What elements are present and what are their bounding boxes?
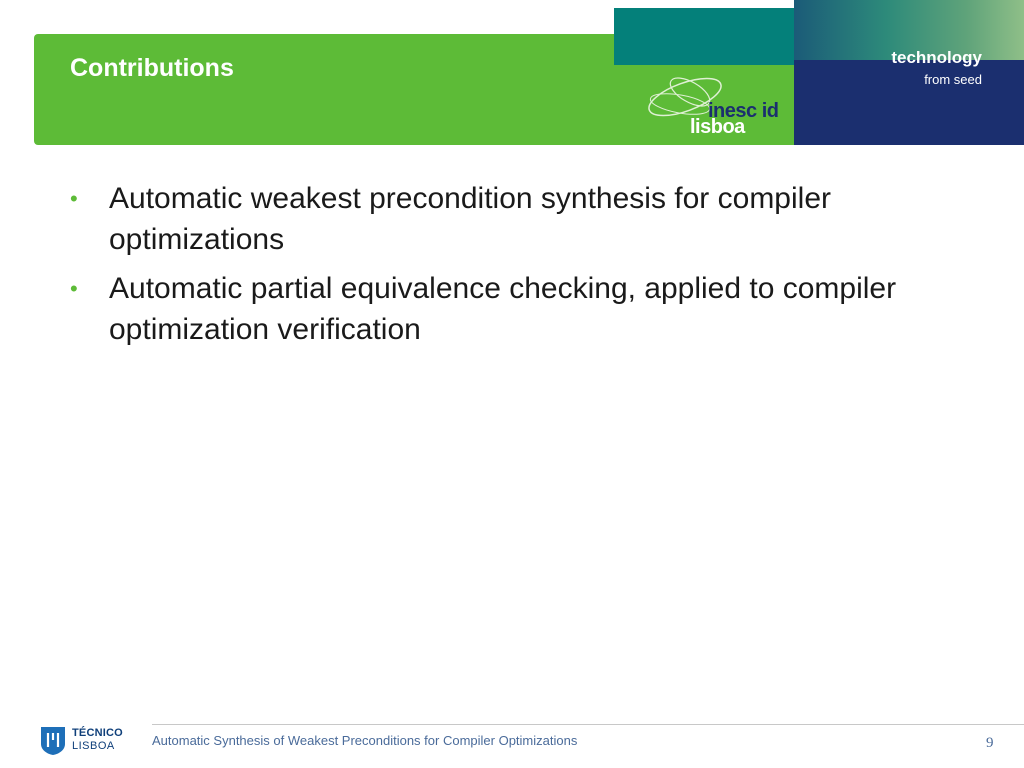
bullet-list (70, 178, 950, 358)
bullet-text: Automatic weakest precondition synthesis for compiler optimizations (109, 182, 831, 256)
tagline-sub: from seed (924, 72, 982, 87)
header-teal-accent (614, 8, 814, 65)
bullet-text: Automatic partial equivalence checking, applied to compiler optimization verification (109, 272, 897, 346)
inesc-logo-line1: inesc id (708, 100, 779, 122)
tecnico-shield-icon (40, 726, 66, 756)
footer-presentation-title: Automatic Synthesis of Weakest Preconditions for Compiler Optimizations (152, 733, 578, 748)
tagline-main: technology (891, 48, 982, 67)
footer-divider (152, 724, 1024, 725)
bullet-item (70, 268, 950, 350)
tecnico-city: LISBOA (72, 740, 115, 752)
bullet-dot-icon: • (70, 186, 78, 211)
bullet-item (70, 178, 950, 260)
slide-title: Contributions (70, 54, 234, 82)
bullet-dot-icon: • (70, 276, 78, 301)
tecnico-name: TÉCNICO (72, 727, 123, 739)
inesc-logo-line2: lisboa (690, 116, 745, 138)
page-number: 9 (986, 735, 994, 751)
header-navy-panel (794, 0, 1024, 145)
